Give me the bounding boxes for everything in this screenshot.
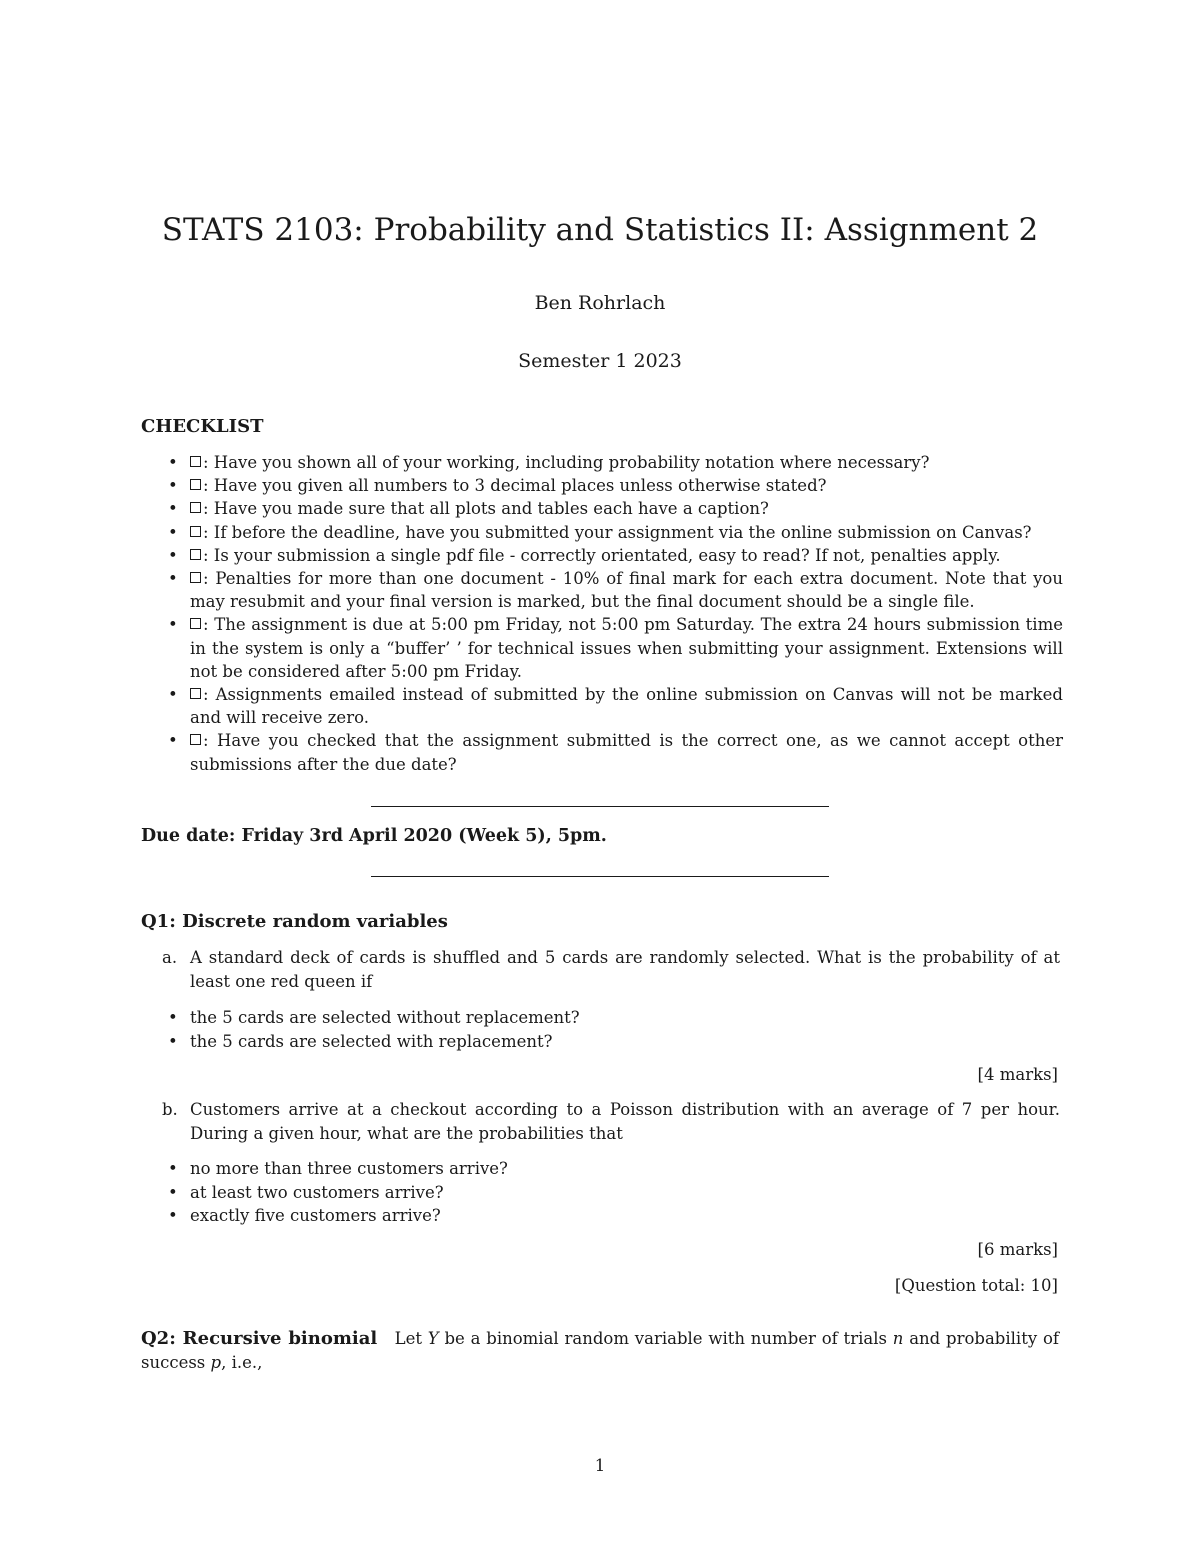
checklist-item: • : Is your submission a single pdf file - correctly orientated, easy to read? If not, penalties apply. bbox=[168, 544, 1063, 567]
checkbox-icon bbox=[190, 549, 201, 560]
checklist-item: • : If before the deadline, have you submitted your assignment via the online submission on Canvas? bbox=[168, 521, 1063, 544]
list-item: • the 5 cards are selected without replacement? bbox=[168, 1006, 1058, 1030]
checkbox-icon bbox=[190, 734, 201, 745]
checklist-item: • : Penalties for more than one document - 10% of final mark for each extra document. Note that you may resubmit and your final version is marked, but the final document should be a single file. bbox=[168, 567, 1063, 613]
horizontal-rule bbox=[371, 876, 829, 877]
list-item: • the 5 cards are selected with replacement? bbox=[168, 1030, 1058, 1054]
checklist-item: • : The assignment is due at 5:00 pm Friday, not 5:00 pm Saturday. The extra 24 hours submission time in the system is only a “buffer’ ’ for technical issues when submitting your assignment. Extensions will not be considered after 5:00 pm Friday. bbox=[168, 613, 1063, 683]
checklist-item: • : Assignments emailed instead of submitted by the online submission on Canvas will not be marked and will receive zero. bbox=[168, 683, 1063, 729]
q1-part-b bbox=[162, 1098, 1060, 1145]
part-b-marks: [6 marks] bbox=[977, 1240, 1058, 1259]
checklist-heading: CHECKLIST bbox=[141, 416, 264, 437]
checkbox-icon bbox=[190, 502, 201, 513]
checkbox-icon bbox=[190, 618, 201, 629]
q2-paragraph: Q2: Recursive binomial Let Y be a binomial random variable with number of trials n and probability of success p, i.e., bbox=[141, 1328, 1059, 1372]
part-b-text: Customers arrive at a checkout according to a Poisson distribution with an average of 7 per hour. During a given hour, what are the probabilities that bbox=[190, 1100, 1060, 1143]
math-var-n: n bbox=[892, 1329, 904, 1348]
checkbox-icon bbox=[190, 572, 201, 583]
checkbox-icon bbox=[190, 479, 201, 490]
checklist-item: • : Have you made sure that all plots and tables each have a caption? bbox=[168, 497, 1063, 520]
author-name: Ben Rohrlach bbox=[534, 292, 666, 314]
checklist-item: • : Have you given all numbers to 3 decimal places unless otherwise stated? bbox=[168, 474, 1063, 497]
math-var-y: Y bbox=[427, 1329, 439, 1348]
checkbox-icon bbox=[190, 456, 201, 467]
question-total: [Question total: 10] bbox=[894, 1276, 1058, 1295]
part-b-bullets bbox=[168, 1157, 1058, 1228]
checklist-item: • : Have you checked that the assignment submitted is the correct one, as we cannot accept other submissions after the due date? bbox=[168, 729, 1063, 775]
part-a-marks: [4 marks] bbox=[977, 1065, 1058, 1084]
list-item: • no more than three customers arrive? bbox=[168, 1157, 1058, 1181]
part-a-text: A standard deck of cards is shuffled and 5 cards are randomly selected. What is the probability of at least one red queen if bbox=[190, 948, 1060, 991]
q1-heading: Q1: Discrete random variables bbox=[141, 911, 448, 932]
due-date: Due date: Friday 3rd April 2020 (Week 5), 5pm. bbox=[141, 826, 607, 846]
checkbox-icon bbox=[190, 688, 201, 699]
math-var-p: p bbox=[210, 1352, 222, 1372]
q2-heading: Q2: Recursive binomial bbox=[141, 1328, 378, 1349]
document-title: STATS 2103: Probability and Statistics II: Assignment 2 bbox=[161, 212, 1039, 248]
page-number: 1 bbox=[594, 1456, 606, 1475]
list-item: • exactly five customers arrive? bbox=[168, 1204, 1058, 1228]
list-item: • at least two customers arrive? bbox=[168, 1181, 1058, 1205]
horizontal-rule bbox=[371, 806, 829, 807]
part-a-label: a. bbox=[162, 948, 178, 967]
part-b-label: b. bbox=[162, 1100, 178, 1119]
q1-part-a bbox=[162, 946, 1060, 993]
semester-label: Semester 1 2023 bbox=[518, 350, 682, 372]
part-a-bullets bbox=[168, 1006, 1058, 1053]
checkbox-icon bbox=[190, 526, 201, 537]
checklist bbox=[168, 451, 1063, 776]
checklist-item: • : Have you shown all of your working, including probability notation where necessary? bbox=[168, 451, 1063, 474]
